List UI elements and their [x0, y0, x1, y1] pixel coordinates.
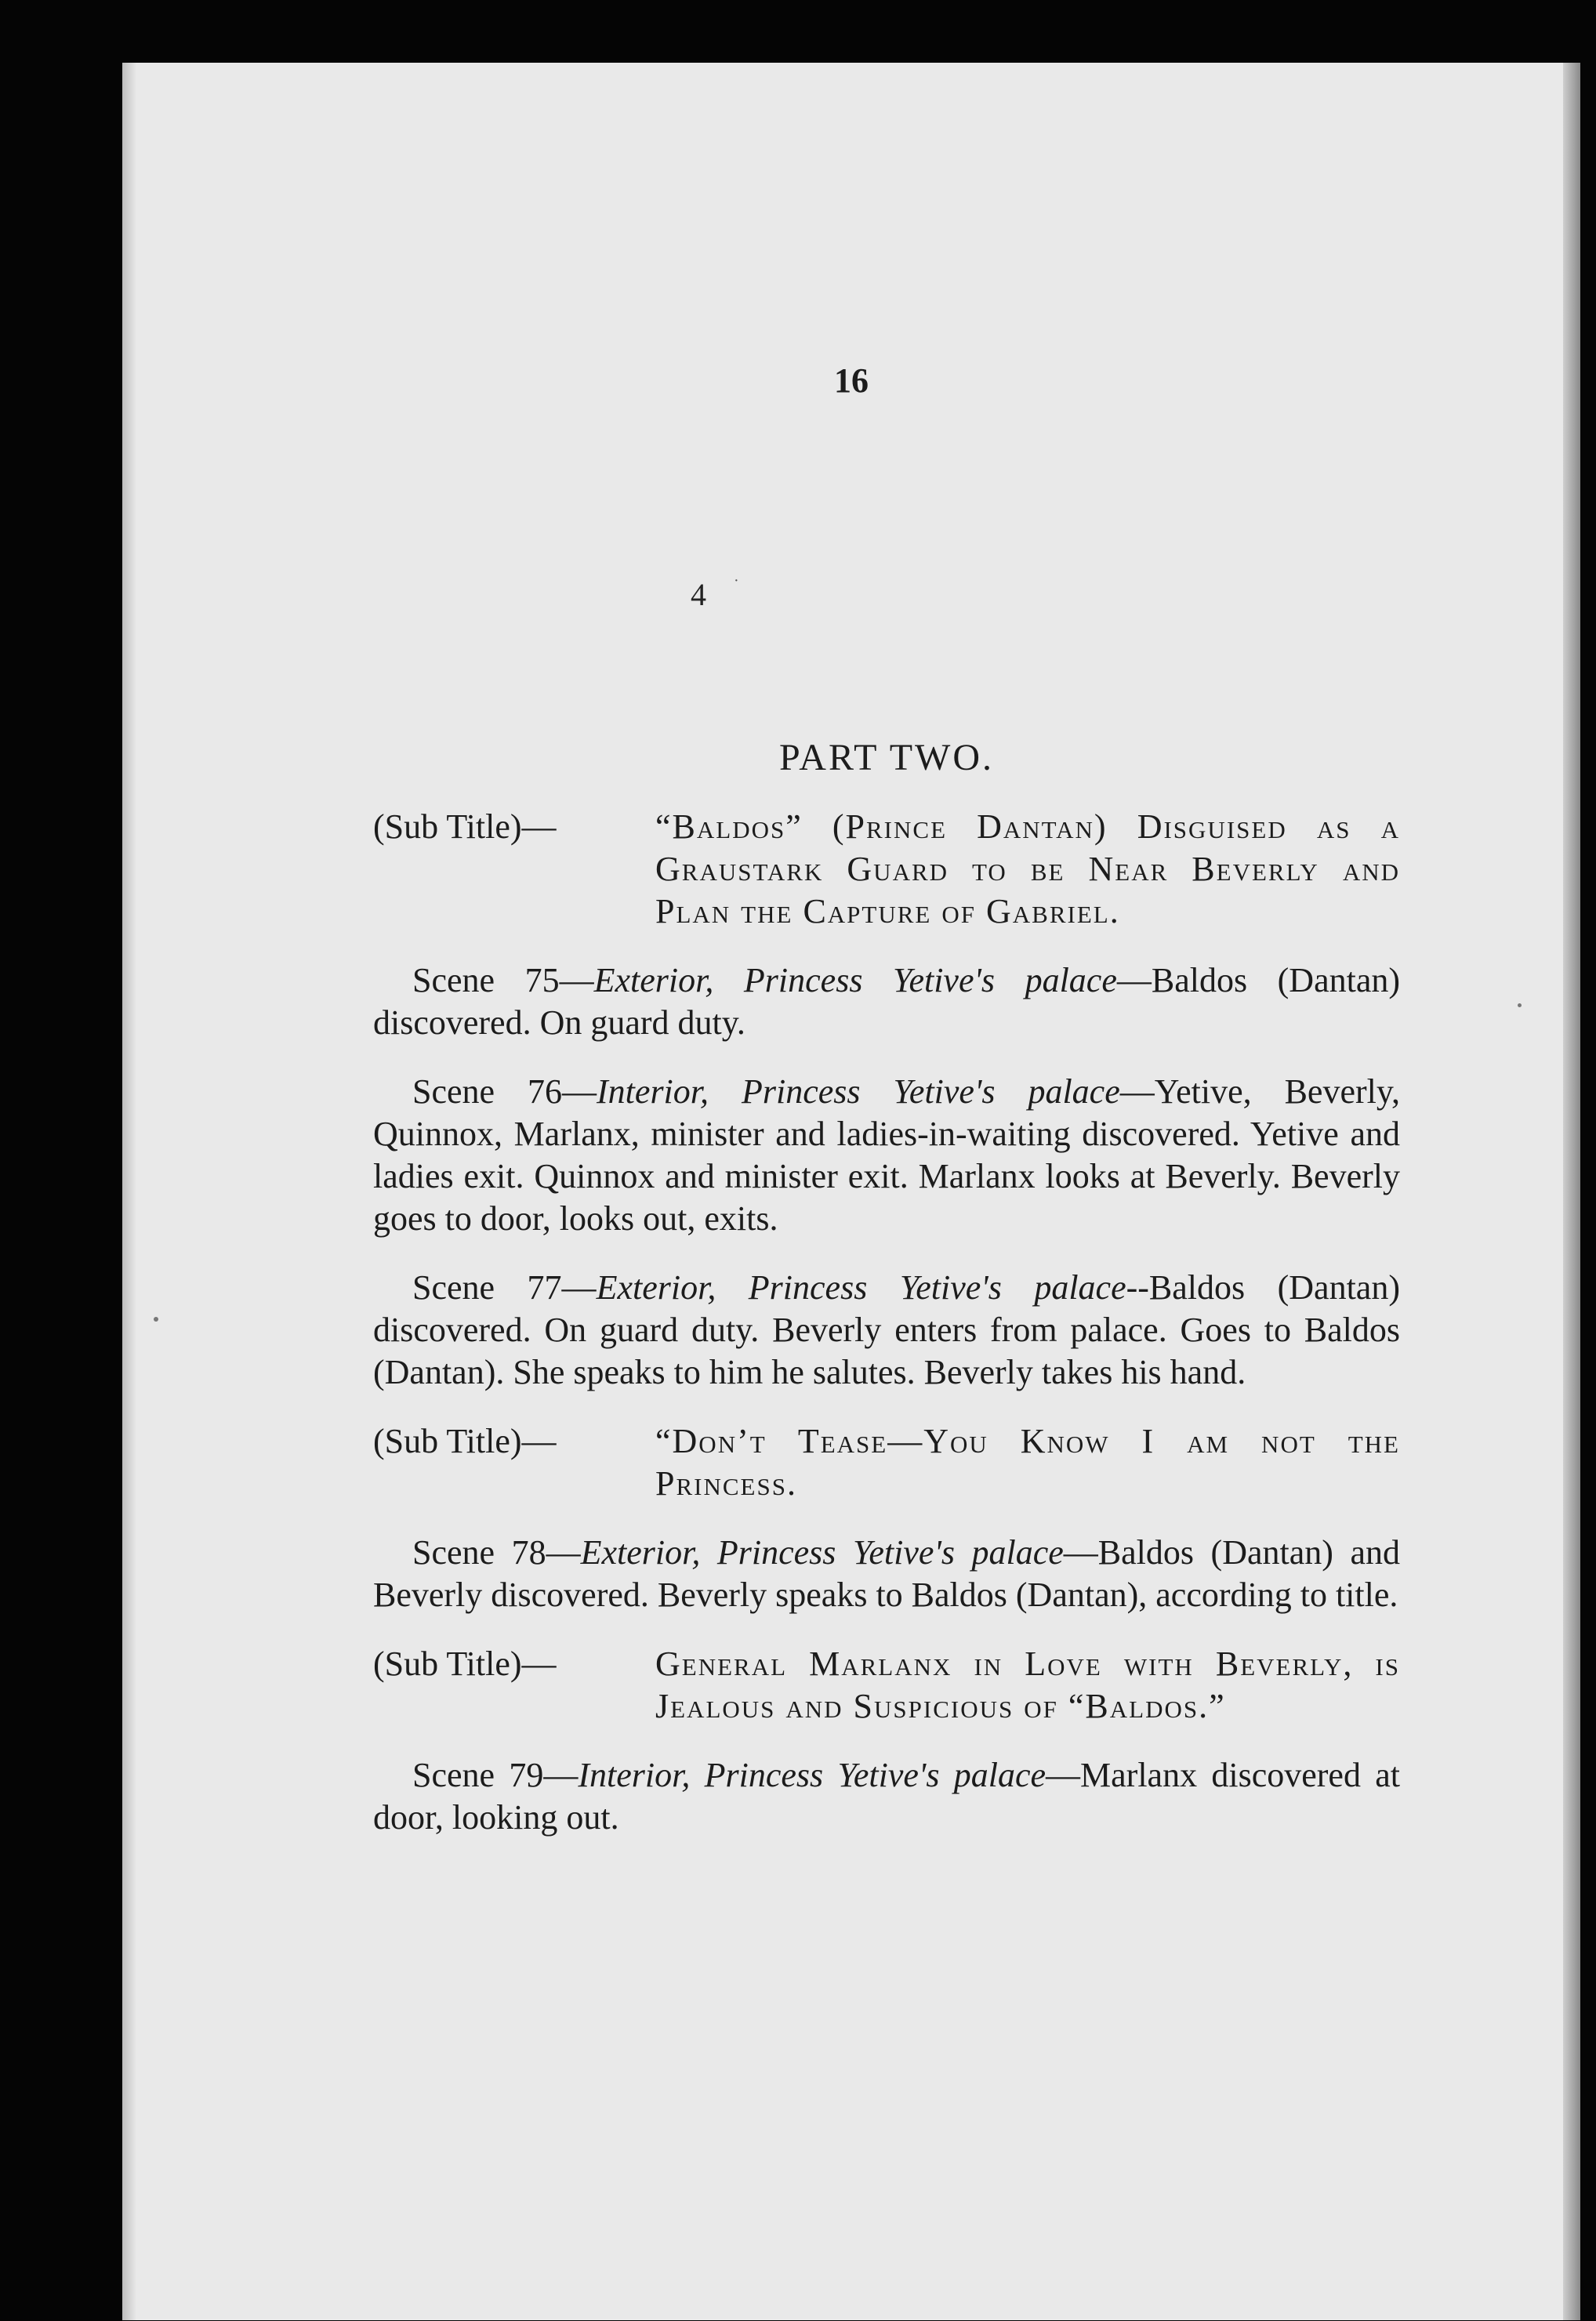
subtitle-block	[373, 1643, 1400, 1728]
subtitle-text: “Baldos” (Prince Dantan) Disguised as a Graustark Guard to be Near Beverly and Plan the Capture of Gabriel.	[655, 807, 1400, 930]
document-page	[122, 63, 1580, 2320]
page-left-shadow	[122, 63, 136, 2320]
page-number: 16	[834, 361, 869, 400]
scene-setting: Exterior, Princess Yetive's palace	[596, 1268, 1126, 1307]
scene-setting: Interior, Princess Yetive's palace	[597, 1072, 1120, 1111]
subtitle-label: (Sub Title)—	[373, 807, 557, 846]
scene-paragraph	[373, 1532, 1400, 1616]
paper-speck	[1518, 1003, 1522, 1007]
paper-speck	[154, 1317, 158, 1322]
scene-action: —Baldos (Dantan) and Beverly discovered. Beverly speaks to Baldos (Dantan), according to title.	[373, 1533, 1400, 1614]
scene-action: —Baldos (Dantan) discovered. On guard duty.	[373, 961, 1401, 1042]
scene-paragraph	[373, 1754, 1400, 1839]
scene-lead: Scene 79—	[412, 1756, 579, 1794]
scene-action: —Marlanx discovered at door, looking out.	[373, 1756, 1400, 1837]
scene-setting: Interior, Princess Yetive's palace	[578, 1756, 1046, 1794]
subtitle-text: “Don’t Tease—You Know I am not the Princess.	[655, 1422, 1400, 1503]
ink-mark: 4	[691, 577, 706, 612]
scene-setting: Exterior, Princess Yetive's palace	[580, 1533, 1064, 1572]
scene-lead: Scene 78—	[412, 1533, 581, 1572]
scene-paragraph	[373, 1267, 1400, 1394]
subtitle-label: (Sub Title)—	[373, 1422, 557, 1460]
ink-dot: ·	[734, 572, 739, 589]
scene-paragraph	[373, 959, 1400, 1044]
scene-lead: Scene 75—	[412, 961, 594, 999]
scene-setting: Exterior, Princess Yetive's palace	[593, 961, 1117, 999]
subtitle-block	[373, 1420, 1400, 1505]
scene-lead: Scene 76—	[412, 1072, 597, 1111]
subtitle-text: General Marlanx in Love with Beverly, is Jealous and Suspicious of “Baldos.”	[655, 1645, 1400, 1725]
scene-action: --Baldos (Dantan) discovered. On guard duty. Beverly enters from palace. Goes to Baldos (Dantan). She speaks to him he salutes. Beverly takes his hand.	[373, 1268, 1400, 1391]
scene-lead: Scene 77—	[412, 1268, 597, 1307]
page-edge-shadow	[1563, 63, 1580, 2320]
scene-action: —Yetive, Beverly, Quinnox, Marlanx, minister and ladies-in-waiting discovered. Yetive and ladies exit. Quinnox and minister exit. Marlanx looks at Beverly. Beverly goes to door, looks out, exits.	[373, 1072, 1400, 1238]
script-content	[373, 737, 1400, 1866]
subtitle-block	[373, 806, 1400, 933]
subtitle-label: (Sub Title)—	[373, 1645, 557, 1683]
scene-paragraph	[373, 1071, 1400, 1240]
part-heading: PART TWO.	[779, 737, 994, 778]
